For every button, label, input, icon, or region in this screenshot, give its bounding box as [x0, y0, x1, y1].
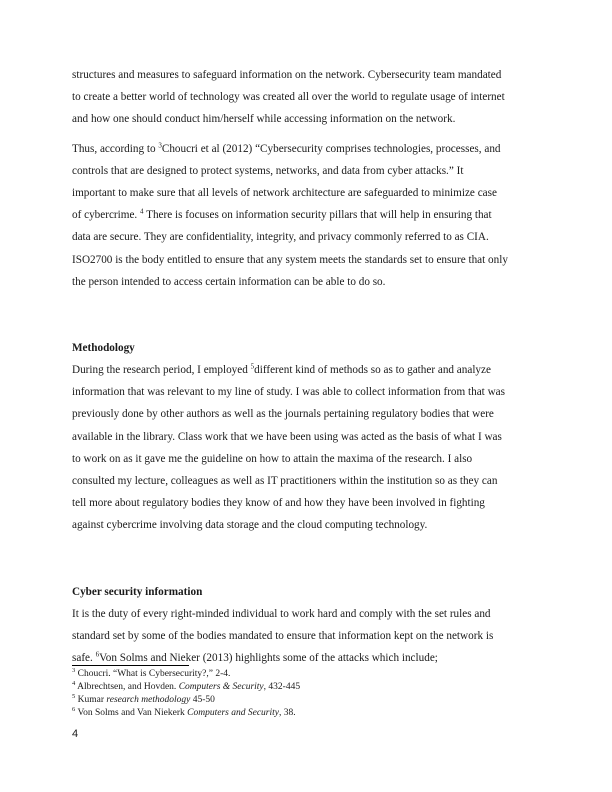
footnote-ref-5: 5: [250, 362, 255, 371]
footnote-ref-4: 4: [140, 207, 144, 216]
footnote: $^4$ Albrechtsen, and Hovden. Computers & Security, 432-445: [72, 679, 301, 693]
text-line: and how one should conduct him/herself while accessing information on the network.: [72, 113, 456, 126]
text-line: to work on as it gave me the guideline on how to attain the maxima of the research. I also: [72, 452, 473, 465]
footnote: $^5$ Kumar research methodology 45-50: [72, 693, 215, 706]
text-line: Thus, according to $^3$Choucri et al (2012) “Cybersecurity comprises technologies, processes, and: [72, 140, 501, 155]
footnote-ref-6: 6: [95, 650, 100, 659]
text-line: information that was relevant to my line of study. I was able to collect information from that was: [72, 386, 505, 399]
text-line: tell more about regulatory bodies they know of and how they have been involved in fighting: [72, 497, 485, 510]
cia-paragraph: [72, 138, 542, 293]
intro-paragraph: [72, 64, 542, 131]
text-line: previously done by other authors as well as the journals pertaining regulatory bodies that were: [72, 408, 494, 421]
text-line: structures and measures to safeguard information on the network. Cybersecurity team mandated: [72, 69, 502, 81]
text-line: of cybercrime. $^4$ There is focuses on information security pillars that will help in ensuring that: [72, 207, 492, 222]
footnote: $^3$ Choucri. “What is Cybersecurity?,” 2-4.: [72, 666, 231, 679]
footnotes: [72, 665, 542, 720]
document-body: [72, 64, 542, 669]
section-heading-methodology: Methodology: [72, 342, 135, 355]
footnote: $^6$ Von Solms and Van Niekerk Computers and Security, 38.: [72, 706, 296, 719]
text-line: important to make sure that all levels of network architecture are safeguarded to minimize case: [72, 187, 497, 200]
text-line: During the research period, I employed $^5$different kind of methods so as to gather and analyze: [72, 362, 491, 377]
text-line: controls that are designed to protect systems, networks, and data from cyber attacks.” It: [72, 164, 464, 177]
text-line: It is the duty of every right-minded individual to work hard and comply with the set rules and: [72, 607, 491, 620]
text-line: safe. $^6$Von Solms and Nieker (2013) highlights some of the attacks which include;: [72, 650, 438, 665]
cyber-security-info-section: [72, 581, 542, 670]
text-line: data are secure. They are confidentiality, integrity, and privacy commonly referred to as CIA.: [72, 231, 489, 244]
section-heading-cyber-security: Cyber security information: [72, 585, 203, 598]
methodology-section: [72, 337, 542, 537]
text-line: to create a better world of technology was created all over the world to regulate usage of internet: [72, 91, 505, 104]
footnote-ref-3: 3: [158, 140, 162, 149]
footnote-separator: [72, 665, 189, 666]
text-line: ISO2700 is the body entitled to ensure that any system meets the standards set to ensure that only: [72, 253, 508, 266]
text-line: standard set by some of the bodies mandated to ensure that information kept on the network is: [72, 629, 494, 642]
page-number: 4: [72, 728, 79, 740]
methodology-paragraph: [72, 359, 542, 537]
text-line: available in the library. Class work that we have been using was acted as the basis of what I was: [72, 430, 502, 443]
text-line: the person intended to access certain information can be able to do so.: [72, 275, 386, 288]
text-line: against cybercrime involving data storage and the cloud computing technology.: [72, 519, 428, 532]
cyber-security-paragraph: [72, 603, 542, 670]
text-line: consulted my lecture, colleagues as well as IT practitioners within the institution so as they can: [72, 475, 498, 488]
